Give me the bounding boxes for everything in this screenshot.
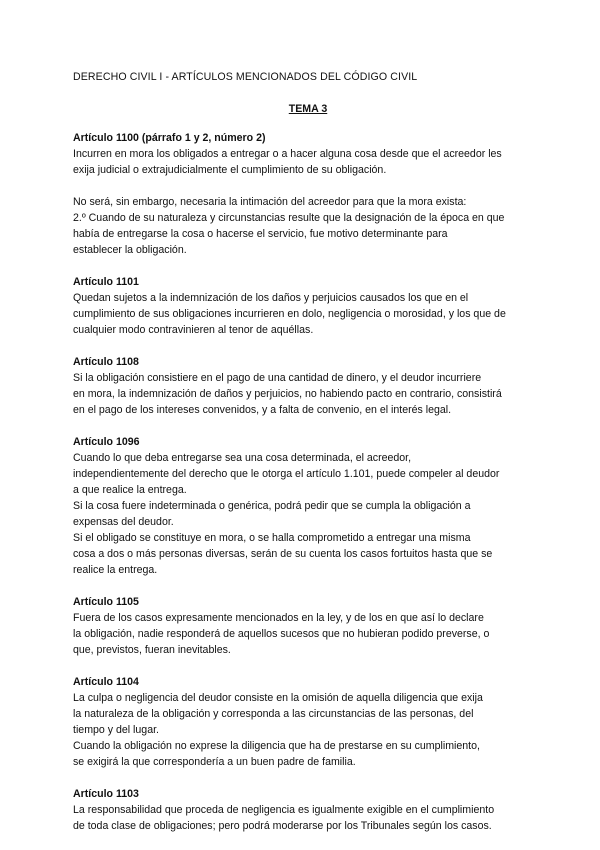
article-text-line: expensas del deudor. — [73, 516, 174, 528]
article-text-line: Fuera de los casos expresamente mencionados en la ley, y de los en que así lo declare — [73, 612, 484, 624]
article-text-line: independientemente del derecho que le otorga el artículo 1.101, puede compeler al deudor — [73, 468, 500, 480]
article-section — [73, 674, 543, 770]
article-text-line: Cuando lo que deba entregarse sea una cosa determinada, el acreedor, — [73, 452, 412, 464]
article-text-line: a que realice la entrega. — [73, 484, 187, 496]
article-text-line: 2.º Cuando de su naturaleza y circunstancias resulte que la designación de la época en que — [73, 212, 505, 224]
article-text-line: de toda clase de obligaciones; pero podrá moderarse por los Tribunales según los casos. — [73, 820, 492, 832]
article-text-line: que, previstos, fueran inevitables. — [73, 644, 231, 656]
article-text-line: la obligación, nadie responderá de aquellos sucesos que no hubieran podido preverse, o — [73, 628, 490, 640]
article-text-line: realice la entrega. — [73, 564, 158, 576]
article-text-line: No será, sin embargo, necesaria la intimación del acreedor para que la mora exista: — [73, 196, 467, 208]
article-text-line: Incurren en mora los obligados a entregar o a hacer alguna cosa desde que el acreedor les — [73, 148, 502, 160]
article-text-line: había de entregarse la cosa o hacerse el servicio, fue motivo determinante para — [73, 228, 448, 240]
article-text-line: Quedan sujetos a la indemnización de los daños y perjuicios causados los que en el — [73, 292, 469, 304]
article-section — [73, 354, 543, 418]
article-section — [73, 130, 543, 258]
article-title: Artículo 1101 — [73, 276, 139, 288]
article-section — [73, 274, 543, 338]
article-text-line: la naturaleza de la obligación y corresponda a las circunstancias de las personas, del — [73, 708, 474, 720]
paragraph-gap — [73, 178, 543, 194]
document-page — [73, 69, 543, 850]
article-text-line: cumplimiento de sus obligaciones incurrieren en dolo, negligencia o morosidad, y los que de — [73, 308, 506, 320]
article-text-line: en el pago de los intereses convenidos, y a falta de convenio, en el interés legal. — [73, 404, 452, 416]
article-text-line: Si la obligación consistiere en el pago de una cantidad de dinero, y el deudor incurriere — [73, 372, 482, 384]
article-text-line: La responsabilidad que proceda de negligencia es igualmente exigible en el cumplimiento — [73, 804, 495, 816]
article-text-line: exija judicial o extrajudicialmente el cumplimiento de su obligación. — [73, 164, 387, 176]
article-section — [73, 786, 543, 834]
article-text-line: establecer la obligación. — [73, 244, 187, 256]
articles-list — [73, 130, 543, 834]
document-header: DERECHO CIVIL I - ARTÍCULOS MENCIONADOS DEL CÓDIGO CIVIL — [73, 71, 418, 83]
article-section — [73, 594, 543, 658]
article-title: Artículo 1105 — [73, 596, 139, 608]
article-title: Artículo 1100 (párrafo 1 y 2, número 2) — [73, 132, 266, 144]
article-title: Artículo 1104 — [73, 676, 139, 688]
article-text-line: Cuando la obligación no exprese la diligencia que ha de prestarse en su cumplimiento, — [73, 740, 480, 752]
section-title: TEMA 3 — [288, 103, 328, 115]
article-text-line: en mora, la indemnización de daños y perjuicios, no habiendo pacto en contrario, consistirá — [73, 388, 502, 400]
article-text-line: cosa a dos o más personas diversas, serán de su cuenta los casos fortuitos hasta que se — [73, 548, 493, 560]
article-title: Artículo 1096 — [73, 436, 140, 448]
article-section — [73, 434, 543, 578]
article-text-line: Si la cosa fuere indeterminada o genérica, podrá pedir que se cumpla la obligación a — [73, 500, 471, 512]
article-title: Artículo 1103 — [73, 788, 139, 800]
article-text-line: se exigirá la que correspondería a un buen padre de familia. — [73, 756, 356, 768]
article-text-line: tiempo y del lugar. — [73, 724, 159, 736]
article-text-line: La culpa o negligencia del deudor consiste en la omisión de aquella diligencia que exija — [73, 692, 483, 704]
article-text-line: cualquier modo contravinieren al tenor de aquéllas. — [73, 324, 314, 336]
article-text-line: Si el obligado se constituye en mora, o se halla comprometido a entregar una misma — [73, 532, 471, 544]
article-title: Artículo 1108 — [73, 356, 139, 368]
